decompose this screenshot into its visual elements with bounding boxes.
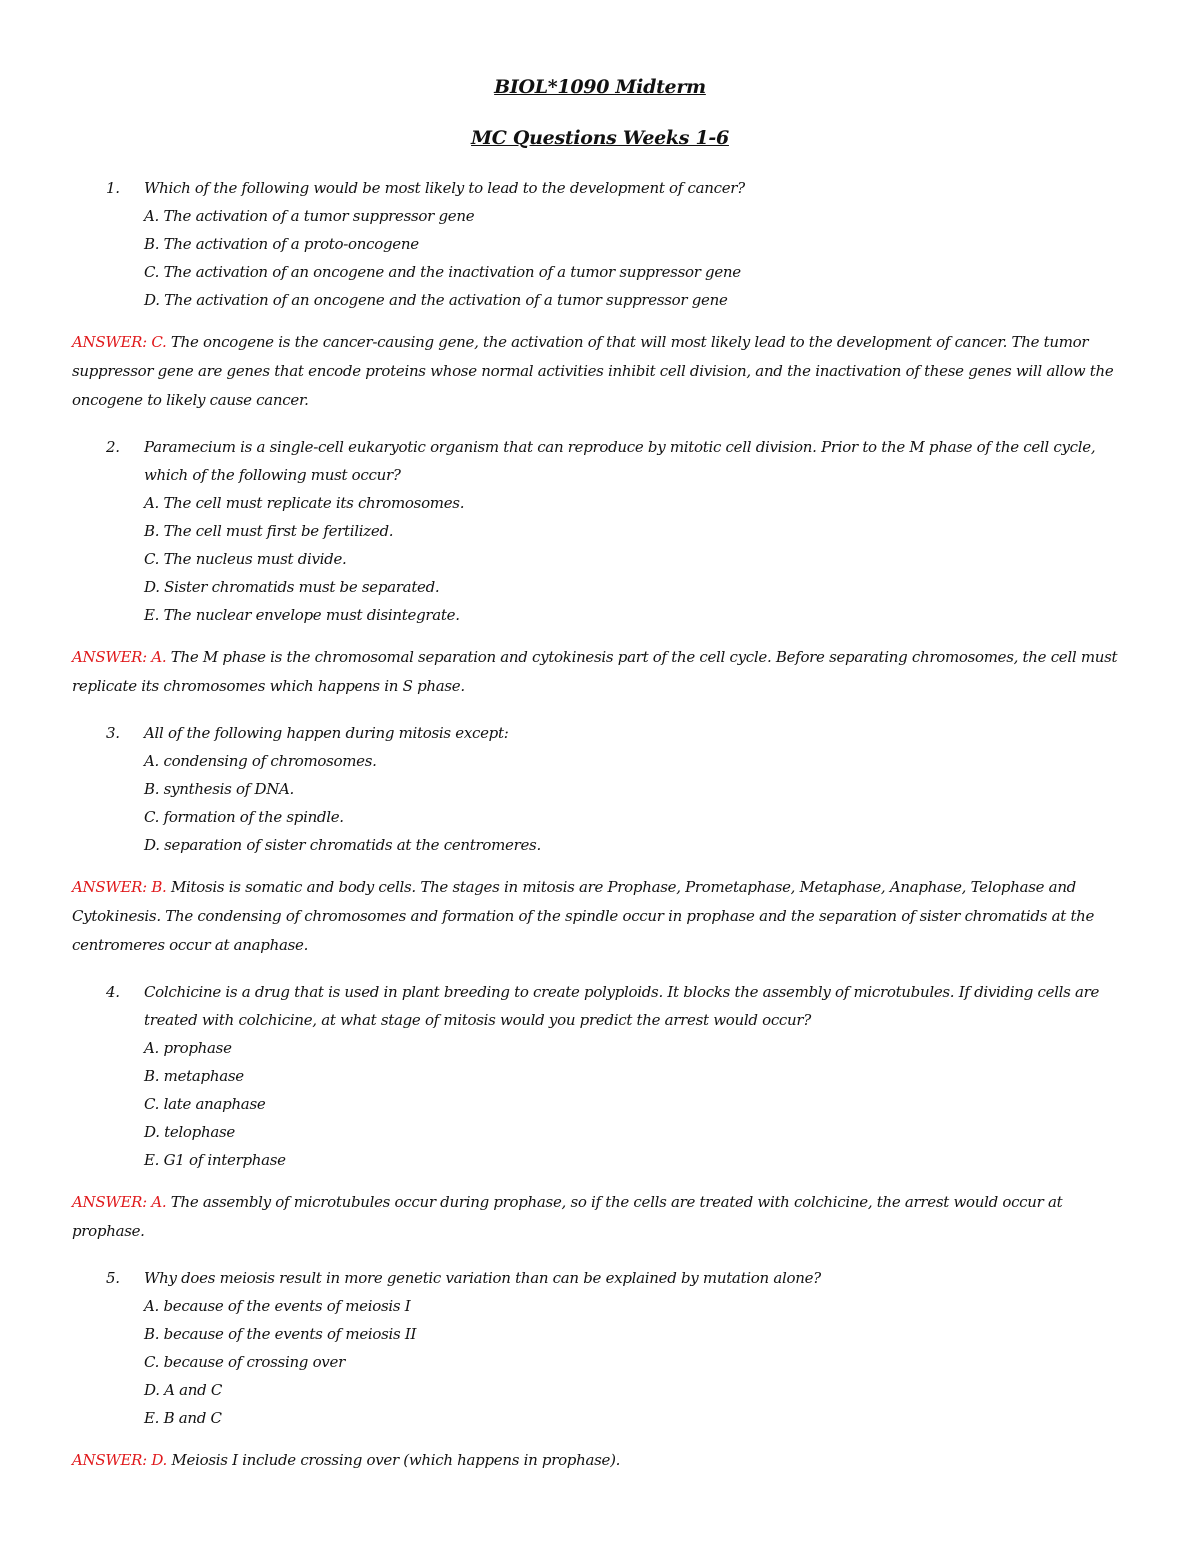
question-text: Paramecium is a single-cell eukaryotic organism that can reproduce by mitotic cell division. Prior to the M phase of the cell cycle, which of the following must occur? [144, 438, 1096, 484]
question-2 [72, 433, 1132, 629]
answer-option: A. The cell must replicate its chromosomes. [144, 494, 465, 512]
answer-explanation-2 [72, 643, 1132, 701]
answer-option: E. B and C [144, 1409, 222, 1427]
answer-option: B. The activation of a proto-oncogene [144, 235, 419, 253]
question-number: 5. [106, 1269, 120, 1287]
answer-option: A. because of the events of meiosis I [144, 1297, 411, 1315]
answer-option: A. The activation of a tumor suppressor gene [144, 207, 475, 225]
answer-label: ANSWER: A. [72, 1193, 167, 1211]
question-3 [72, 719, 1132, 859]
question-text: Colchicine is a drug that is used in plant breeding to create polyploids. It blocks the assembly of microtubules. If dividing cells are treated with colchicine, at what stage of mitosis would you predict the arrest would occur? [144, 983, 1100, 1029]
answer-option: B. The cell must first be fertilized. [144, 522, 394, 540]
answer-option: D. Sister chromatids must be separated. [144, 578, 440, 596]
document-subtitle: MC Questions Weeks 1-6 [471, 127, 729, 149]
answer-option: B. synthesis of DNA. [144, 780, 295, 798]
answer-text: Meiosis I include crossing over (which happens in prophase). [166, 1451, 621, 1469]
question-text: All of the following happen during mitosis except: [144, 724, 509, 742]
answer-text: The assembly of microtubules occur during prophase, so if the cells are treated with colchicine, the arrest would occur at prophase. [72, 1193, 1063, 1240]
answer-label: ANSWER: D. [72, 1451, 167, 1469]
answer-label: ANSWER: C. [72, 333, 167, 351]
answer-text: Mitosis is somatic and body cells. The stages in mitosis are Prophase, Prometaphase, Metaphase, Anaphase, Telophase and Cytokinesis. The condensing of chromosomes and formation of the spindle occur in prophase and the separation of sister chromatids at the centromeres occur at anaphase. [72, 878, 1095, 954]
question-4 [72, 978, 1132, 1174]
answer-option: D. telophase [144, 1123, 235, 1141]
answer-option: A. prophase [144, 1039, 232, 1057]
answer-option: C. because of crossing over [144, 1353, 345, 1371]
answer-option: D. separation of sister chromatids at the centromeres. [144, 836, 541, 854]
answer-option: D. A and C [144, 1381, 223, 1399]
answer-option: C. late anaphase [144, 1095, 266, 1113]
answer-explanation-3 [72, 873, 1132, 960]
answer-option: A. condensing of chromosomes. [144, 752, 377, 770]
answer-label: ANSWER: B. [72, 878, 167, 896]
question-number: 2. [106, 438, 120, 456]
answer-label: ANSWER: A. [72, 648, 167, 666]
answer-option: D. The activation of an oncogene and the activation of a tumor suppressor gene [144, 291, 728, 309]
answer-option: E. The nuclear envelope must disintegrate. [144, 606, 460, 624]
answer-text: The oncogene is the cancer-causing gene, the activation of that will most likely lead to the development of cancer. The tumor suppressor gene are genes that encode proteins whose normal activities inhibit cell division, and the inactivation of these genes will allow the oncogene to likely cause cancer. [72, 333, 1114, 409]
question-number: 3. [106, 724, 120, 742]
answer-option: C. The nucleus must divide. [144, 550, 347, 568]
question-list [72, 174, 1132, 1493]
answer-option: B. metaphase [144, 1067, 244, 1085]
question-number: 4. [106, 983, 120, 1001]
answer-explanation-5 [72, 1446, 1132, 1475]
question-1 [72, 174, 1132, 314]
question-5 [72, 1264, 1132, 1432]
question-number: 1. [106, 179, 120, 197]
question-text: Which of the following would be most likely to lead to the development of cancer? [144, 179, 745, 197]
answer-option: B. because of the events of meiosis II [144, 1325, 417, 1343]
document-title: BIOL*1090 Midterm [494, 76, 706, 98]
question-text: Why does meiosis result in more genetic variation than can be explained by mutation alone? [144, 1269, 821, 1287]
answer-explanation-4 [72, 1188, 1132, 1246]
answer-explanation-1 [72, 328, 1132, 415]
answer-option: C. formation of the spindle. [144, 808, 344, 826]
answer-option: E. G1 of interphase [144, 1151, 286, 1169]
answer-option: C. The activation of an oncogene and the inactivation of a tumor suppressor gene [144, 263, 741, 281]
answer-text: The M phase is the chromosomal separation and cytokinesis part of the cell cycle. Before separating chromosomes, the cell must replicate its chromosomes which happens in S phase. [72, 648, 1118, 695]
